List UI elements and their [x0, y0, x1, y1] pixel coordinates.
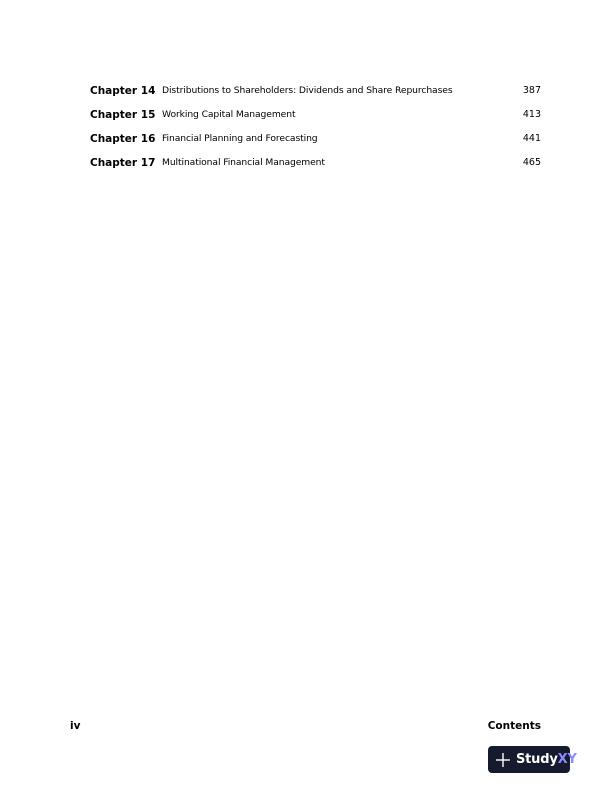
studyxy-badge[interactable]	[488, 746, 577, 773]
chapter-page-number: 465	[522, 157, 541, 168]
chapter-number: Chapter 16	[90, 133, 156, 145]
chapter-number: Chapter 17	[90, 157, 156, 169]
footer-section-label: Contents	[487, 720, 541, 732]
brand-name	[516, 752, 577, 767]
chapter-title: Financial Planning and Forecasting	[162, 133, 318, 144]
chapter-title: Distributions to Shareholders: Dividends and Share Repurchases	[162, 85, 453, 96]
toc-entry[interactable]	[90, 156, 542, 180]
toc-entry[interactable]	[90, 84, 542, 108]
plus-icon	[495, 752, 511, 768]
chapter-page-number: 387	[522, 85, 541, 96]
chapter-number: Chapter 14	[90, 85, 156, 97]
chapter-number: Chapter 15	[90, 109, 156, 121]
brand-name-main: Study	[516, 752, 558, 767]
chapter-page-number: 441	[522, 133, 541, 144]
brand-name-accent: XY	[557, 752, 577, 767]
toc-entry[interactable]	[90, 132, 542, 156]
footer-page-number: iv	[70, 720, 81, 732]
chapter-title: Working Capital Management	[162, 109, 296, 120]
table-of-contents	[90, 84, 542, 180]
toc-entry[interactable]	[90, 108, 542, 132]
chapter-title: Multinational Financial Management	[162, 157, 325, 168]
chapter-page-number: 413	[522, 109, 541, 120]
